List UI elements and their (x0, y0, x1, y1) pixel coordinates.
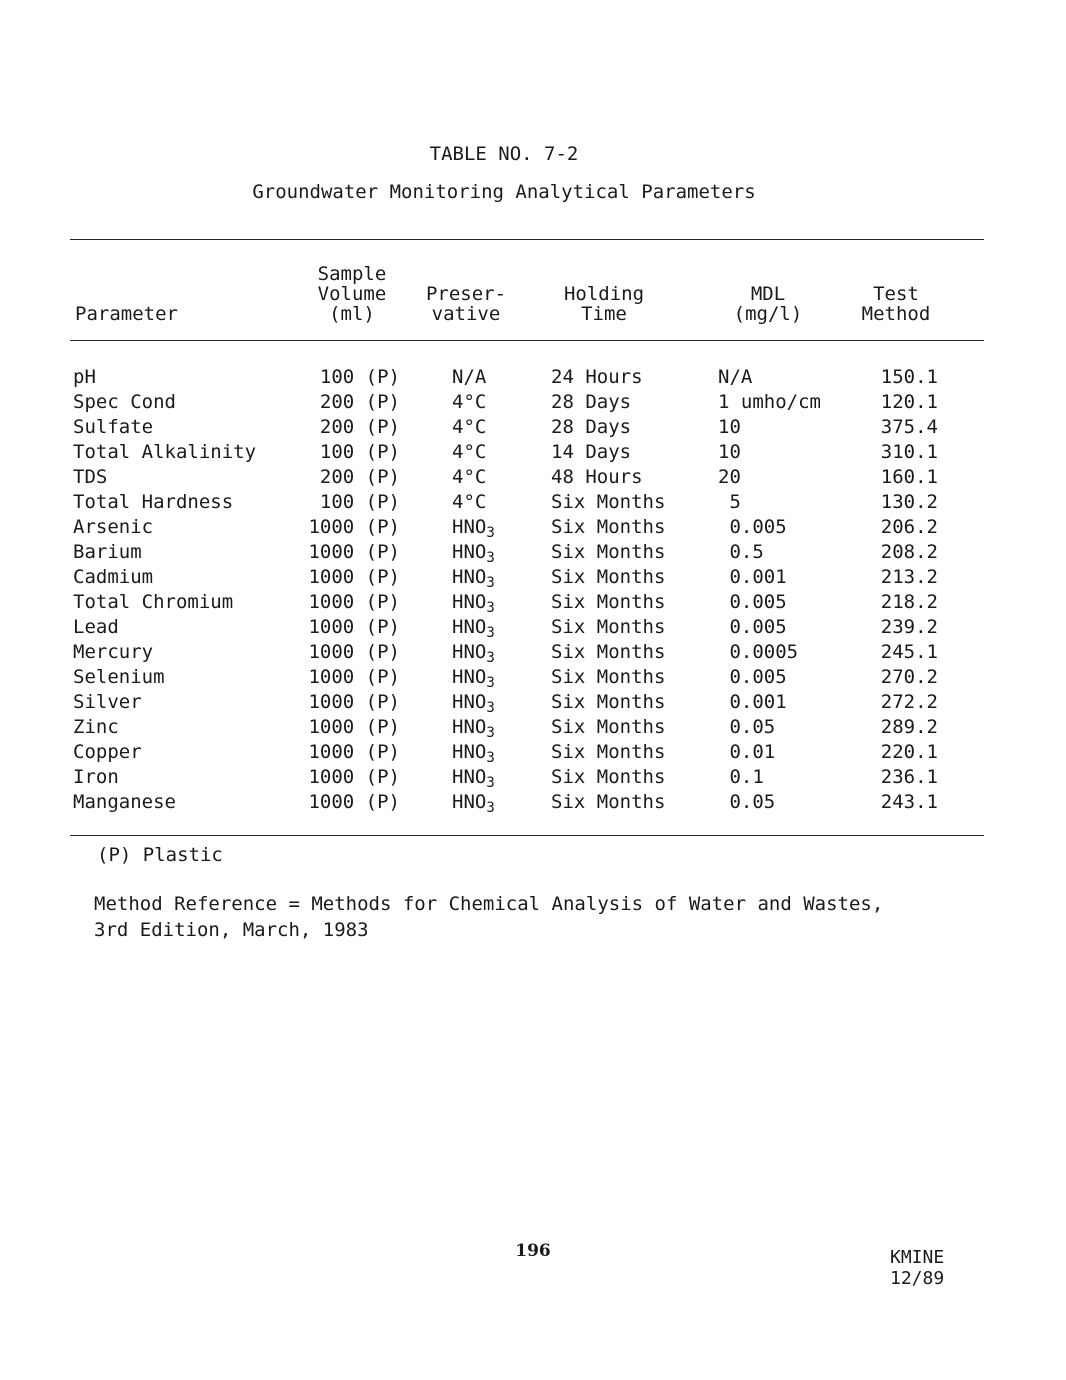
cell-preservative: $HNO_3$ (452, 641, 495, 666)
cell-preservative: $HNO_3$ (452, 691, 495, 716)
cell-test-method: 130.2 (880, 491, 938, 513)
header-volume-line3: (ml) (329, 303, 375, 325)
cell-sample-volume: 1000 (P) (308, 716, 400, 738)
table-row (0, 640, 1066, 665)
cell-preservative: $HNO_3$ (452, 716, 495, 741)
cell-holding-time: 28 Days (551, 391, 632, 413)
method-reference-line2: 3rd Edition, March, 1983 (94, 919, 369, 941)
cell-parameter: Arsenic (73, 516, 154, 538)
cell-parameter: Copper (73, 741, 142, 763)
cell-parameter: Lead (73, 616, 119, 638)
page-number: 196 (515, 1241, 551, 1261)
cell-parameter: pH (73, 366, 96, 388)
cell-holding-time: 48 Hours (551, 466, 643, 488)
table-row (0, 365, 1066, 390)
cell-holding-time: Six Months (551, 741, 666, 763)
header-holding-line2: Time (581, 303, 627, 325)
cell-mdl: 5 (718, 491, 741, 513)
cell-preservative: $HNO_3$ (452, 541, 495, 566)
cell-holding-time: Six Months (551, 566, 666, 588)
cell-sample-volume: 1000 (P) (308, 666, 400, 688)
cell-sample-volume: 200 (P) (319, 391, 400, 413)
cell-preservative: $HNO_3$ (452, 616, 495, 641)
cell-parameter: Sulfate (73, 416, 154, 438)
cell-test-method: 236.1 (880, 766, 938, 788)
table-row (0, 740, 1066, 765)
cell-holding-time: Six Months (551, 666, 666, 688)
cell-sample-volume: 1000 (P) (308, 691, 400, 713)
header-volume-line1: Sample (317, 263, 387, 285)
cell-preservative: $HNO_3$ (452, 566, 495, 591)
cell-holding-time: Six Months (551, 691, 666, 713)
cell-parameter: Mercury (73, 641, 154, 663)
cell-mdl: 0.5 (718, 541, 764, 563)
cell-test-method: 213.2 (880, 566, 938, 588)
header-preservative-line1: Preser- (425, 283, 507, 305)
cell-mdl: 10 (718, 441, 741, 463)
cell-sample-volume: 1000 (P) (308, 516, 400, 538)
table-title: Groundwater Monitoring Analytical Parameters (252, 181, 756, 203)
header-mdl-line2: (mg/l) (733, 303, 803, 325)
cell-sample-volume: 1000 (P) (308, 741, 400, 763)
table-row (0, 515, 1066, 540)
cell-mdl: 0.1 (718, 766, 764, 788)
table-row (0, 490, 1066, 515)
cell-mdl: 0.01 (718, 741, 776, 763)
cell-test-method: 160.1 (880, 466, 938, 488)
cell-test-method: 220.1 (880, 741, 938, 763)
cell-holding-time: Six Months (551, 791, 666, 813)
header-holding-line1: Holding (563, 283, 645, 305)
table-row (0, 765, 1066, 790)
cell-sample-volume: 100 (P) (319, 491, 400, 513)
table-row (0, 465, 1066, 490)
table-row (0, 590, 1066, 615)
cell-parameter: TDS (73, 466, 108, 488)
table-row (0, 415, 1066, 440)
header-preservative (416, 284, 516, 324)
cell-parameter: Barium (73, 541, 142, 563)
method-reference-line1: Method Reference = Methods for Chemical Analysis of Water and Wastes, (94, 893, 884, 915)
cell-mdl: 1 umho/cm (718, 391, 821, 413)
header-holding-time (548, 284, 660, 324)
cell-holding-time: Six Months (551, 541, 666, 563)
cell-sample-volume: 100 (P) (319, 366, 400, 388)
cell-preservative: $HNO_3$ (452, 516, 495, 541)
header-parameter-label: Parameter (75, 303, 178, 325)
bottom-rule (70, 835, 984, 836)
cell-preservative: $HNO_3$ (452, 766, 495, 791)
cell-test-method: 272.2 (880, 691, 938, 713)
table-row (0, 715, 1066, 740)
cell-mdl: 0.0005 (718, 641, 799, 663)
cell-mdl: 0.001 (718, 566, 787, 588)
cell-test-method: 310.1 (880, 441, 938, 463)
cell-preservative: 4°C (452, 416, 487, 438)
cell-preservative: $HNO_3$ (452, 791, 495, 816)
table-body (0, 365, 1066, 815)
table-row (0, 790, 1066, 815)
cell-test-method: 245.1 (880, 641, 938, 663)
cell-test-method: 218.2 (880, 591, 938, 613)
cell-mdl: 20 (718, 466, 741, 488)
header-test-line2: Method (861, 303, 931, 325)
cell-test-method: 243.1 (880, 791, 938, 813)
cell-parameter: Spec Cond (73, 391, 176, 413)
cell-mdl: 0.005 (718, 516, 787, 538)
cell-preservative: 4°C (452, 491, 487, 513)
cell-holding-time: Six Months (551, 491, 666, 513)
table-row (0, 540, 1066, 565)
header-test-line1: Test (873, 283, 919, 305)
cell-sample-volume: 200 (P) (319, 466, 400, 488)
header-mdl (722, 284, 814, 324)
table-number: TABLE NO. 7-2 (429, 143, 579, 165)
table-row (0, 690, 1066, 715)
cell-holding-time: 28 Days (551, 416, 632, 438)
cell-sample-volume: 1000 (P) (308, 616, 400, 638)
cell-holding-time: Six Months (551, 616, 666, 638)
cell-parameter: Selenium (73, 666, 165, 688)
header-rule (70, 340, 984, 341)
header-mdl-line1: MDL (750, 283, 786, 305)
cell-test-method: 150.1 (880, 366, 938, 388)
table-row (0, 440, 1066, 465)
cell-holding-time: Six Months (551, 591, 666, 613)
cell-preservative: 4°C (452, 391, 487, 413)
cell-preservative: 4°C (452, 466, 487, 488)
cell-mdl: 0.005 (718, 616, 787, 638)
cell-parameter: Zinc (73, 716, 119, 738)
cell-holding-time: Six Months (551, 641, 666, 663)
cell-preservative: $HNO_3$ (452, 741, 495, 766)
cell-parameter: Total Hardness (73, 491, 234, 513)
cell-sample-volume: 100 (P) (319, 441, 400, 463)
cell-mdl: 0.005 (718, 666, 787, 688)
cell-test-method: 289.2 (880, 716, 938, 738)
cell-preservative: $HNO_3$ (452, 591, 495, 616)
cell-sample-volume: 1000 (P) (308, 591, 400, 613)
header-sample-volume (305, 264, 399, 324)
cell-parameter: Silver (73, 691, 142, 713)
cell-test-method: 270.2 (880, 666, 938, 688)
cell-mdl: 0.05 (718, 791, 776, 813)
cell-holding-time: Six Months (551, 716, 666, 738)
cell-sample-volume: 1000 (P) (308, 641, 400, 663)
cell-holding-time: Six Months (551, 766, 666, 788)
cell-test-method: 239.2 (880, 616, 938, 638)
cell-parameter: Total Alkalinity (73, 441, 257, 463)
cell-test-method: 208.2 (880, 541, 938, 563)
cell-parameter: Total Chromium (73, 591, 234, 613)
cell-sample-volume: 1000 (P) (308, 541, 400, 563)
cell-holding-time: 24 Hours (551, 366, 643, 388)
legend-note: (P) Plastic (97, 844, 223, 866)
cell-preservative: N/A (452, 366, 487, 388)
top-rule (70, 239, 984, 240)
cell-test-method: 206.2 (880, 516, 938, 538)
cell-mdl: 0.001 (718, 691, 787, 713)
cell-holding-time: 14 Days (551, 441, 632, 463)
table-row (0, 565, 1066, 590)
cell-mdl: N/A (718, 366, 753, 388)
cell-mdl: 0.005 (718, 591, 787, 613)
header-preservative-line2: vative (431, 303, 501, 325)
cell-sample-volume: 1000 (P) (308, 791, 400, 813)
table-row (0, 615, 1066, 640)
cell-preservative: $HNO_3$ (452, 666, 495, 691)
header-parameter (75, 304, 178, 324)
cell-sample-volume: 1000 (P) (308, 766, 400, 788)
cell-preservative: 4°C (452, 441, 487, 463)
cell-sample-volume: 200 (P) (319, 416, 400, 438)
document-date: 12/89 (890, 1268, 945, 1289)
table-row (0, 665, 1066, 690)
header-volume-line2: Volume (317, 283, 387, 305)
cell-sample-volume: 1000 (P) (308, 566, 400, 588)
cell-mdl: 0.05 (718, 716, 776, 738)
cell-parameter: Cadmium (73, 566, 154, 588)
cell-parameter: Manganese (73, 791, 176, 813)
cell-mdl: 10 (718, 416, 741, 438)
cell-test-method: 375.4 (880, 416, 938, 438)
cell-parameter: Iron (73, 766, 119, 788)
document-code: KMINE (890, 1247, 945, 1268)
table-row (0, 390, 1066, 415)
header-test-method (850, 284, 942, 324)
cell-holding-time: Six Months (551, 516, 666, 538)
cell-test-method: 120.1 (880, 391, 938, 413)
